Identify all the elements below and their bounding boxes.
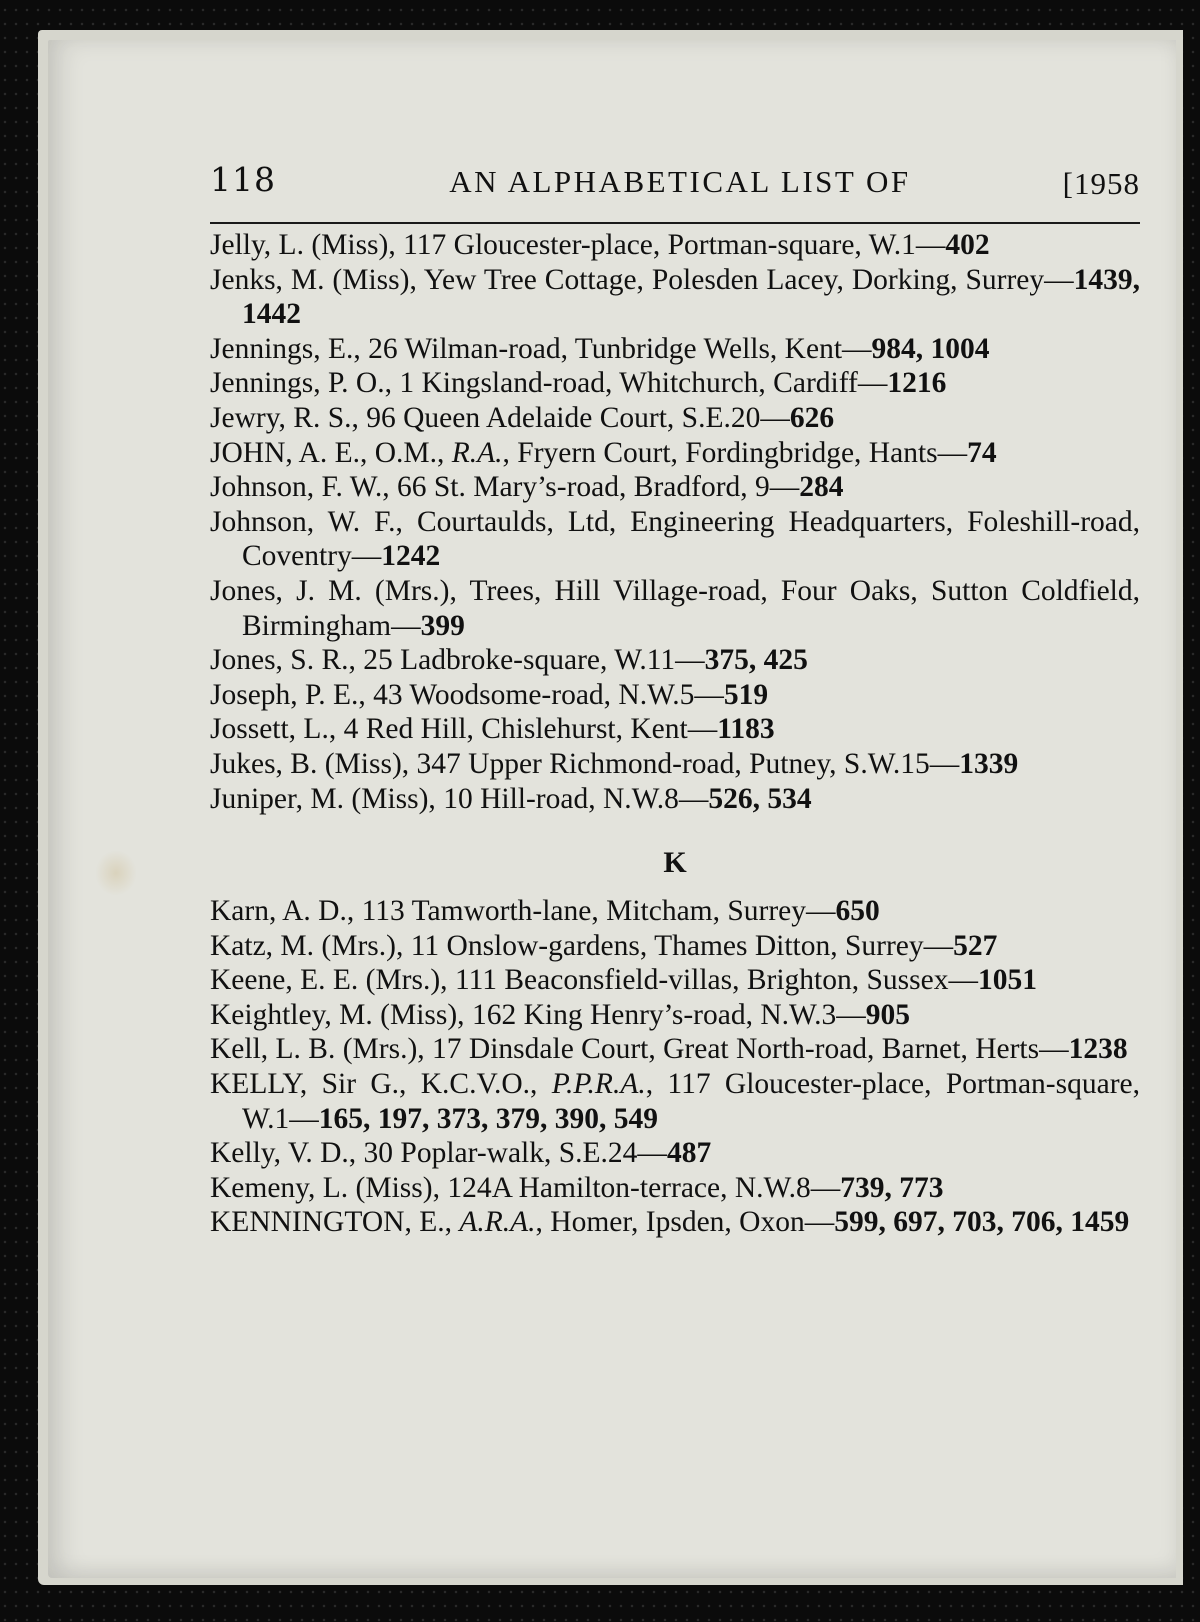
entry-address: 124A Hamilton-terrace, N.W.8— bbox=[439, 1171, 841, 1204]
year-label: [1958 bbox=[1062, 166, 1140, 201]
header-rule bbox=[210, 222, 1140, 224]
page-header bbox=[210, 160, 1140, 210]
entry-name: Jenks, M. (Miss), bbox=[210, 263, 417, 296]
entry-catalogue-numbers: 599, 697, 703, 706, 1459 bbox=[834, 1206, 1130, 1239]
directory-entry bbox=[210, 1136, 1140, 1171]
page-number: 118 bbox=[210, 160, 276, 199]
directory-entry bbox=[210, 678, 1140, 713]
entry-name: Jelly, L. (Miss), bbox=[210, 229, 396, 261]
entry-address: Yew Tree Cottage, Polesden Lacey, Dorking, Surrey— bbox=[416, 263, 1074, 296]
entry-catalogue-numbers: 650 bbox=[835, 895, 880, 928]
directory-entry bbox=[210, 401, 1140, 436]
entry-name: Johnson, W. F., bbox=[210, 505, 403, 538]
entry-catalogue-numbers: 905 bbox=[865, 998, 911, 1031]
entry-name: KENNINGTON, E., bbox=[210, 1206, 460, 1239]
entry-catalogue-numbers: 527 bbox=[953, 929, 998, 962]
entry-catalogue-numbers: 375, 425 bbox=[704, 644, 808, 677]
entry-catalogue-numbers: 1439, 1442 bbox=[242, 263, 1140, 331]
entry-address: Trees, Hill Village-road, Four Oaks, Sutton Coldfield, Birmingham— bbox=[242, 574, 1140, 642]
entry-name: Jennings, P. O., bbox=[210, 367, 392, 400]
directory-entry bbox=[210, 963, 1140, 998]
directory-entry bbox=[210, 1171, 1140, 1206]
directory-entry bbox=[210, 1067, 1140, 1136]
section-heading-k: K bbox=[663, 846, 687, 880]
entry-name: Kemeny, L. (Miss), bbox=[210, 1171, 440, 1204]
entry-catalogue-numbers: 402 bbox=[945, 229, 990, 261]
entry-address: 17 Dinsdale Court, Great North-road, Barnet, Herts— bbox=[424, 1033, 1069, 1066]
entry-name: KELLY, Sir G., K.C.V.O., bbox=[210, 1068, 552, 1101]
directory-entry bbox=[210, 1032, 1140, 1067]
entry-catalogue-numbers: 626 bbox=[789, 401, 835, 434]
entry-catalogue-numbers: 399 bbox=[420, 609, 465, 642]
entry-address: 25 Ladbroke-square, W.11— bbox=[355, 644, 705, 677]
entry-catalogue-numbers: 1242 bbox=[381, 540, 441, 573]
directory-list bbox=[210, 228, 1140, 1240]
entry-name: Karn, A. D., bbox=[210, 895, 355, 928]
directory-entry bbox=[210, 505, 1140, 574]
entry-name: Johnson, F. W., bbox=[210, 471, 390, 504]
entry-name: Jones, S. R., bbox=[210, 644, 356, 677]
entry-address: 347 Upper Richmond-road, Putney, S.W.15— bbox=[409, 747, 960, 780]
entry-name: Jones, J. M. (Mrs.), bbox=[210, 574, 457, 607]
running-title: AN ALPHABETICAL LIST OF bbox=[449, 164, 911, 199]
directory-entry bbox=[210, 929, 1140, 964]
entry-address: 96 Queen Adelaide Court, S.E.20— bbox=[358, 401, 790, 434]
directory-entry bbox=[210, 894, 1140, 929]
entry-name: Kelly, V. D., bbox=[210, 1137, 357, 1170]
entry-catalogue-numbers: 165, 197, 373, 379, 390, 549 bbox=[318, 1102, 659, 1135]
entry-address: 113 Tamworth-lane, Mitcham, Surrey— bbox=[354, 895, 836, 928]
entry-catalogue-numbers: 1339 bbox=[959, 747, 1019, 780]
directory-entry bbox=[210, 263, 1140, 332]
directory-entry bbox=[210, 228, 1140, 263]
entry-catalogue-numbers: 984, 1004 bbox=[871, 332, 990, 365]
paper-stain bbox=[95, 850, 137, 896]
entry-name: Jewry, R. S., bbox=[210, 401, 359, 434]
entry-address: 1 Kingsland-road, Whitchurch, Cardiff— bbox=[391, 367, 888, 400]
entry-catalogue-numbers: 1051 bbox=[977, 964, 1037, 997]
entry-distinction: P.P.R.A. bbox=[551, 1068, 646, 1101]
entry-catalogue-numbers: 284 bbox=[799, 471, 844, 504]
entry-address: 30 Poplar-walk, S.E.24— bbox=[356, 1137, 667, 1170]
entry-name: Jossett, L., bbox=[210, 713, 337, 746]
entry-name: Keightley, M. (Miss), bbox=[210, 998, 465, 1031]
directory-entry bbox=[210, 998, 1140, 1033]
entry-address: 10 Hill-road, N.W.8— bbox=[435, 782, 709, 815]
directory-entry bbox=[210, 782, 1140, 817]
entry-address: 11 Onslow-gardens, Thames Ditton, Surrey— bbox=[403, 929, 954, 962]
entry-address: 111 Beaconsfield-villas, Brighton, Sussex— bbox=[447, 964, 978, 997]
entry-name: Joseph, P. E., bbox=[210, 678, 366, 711]
section-j bbox=[210, 228, 1140, 816]
directory-entry bbox=[210, 643, 1140, 678]
entry-catalogue-numbers: 74 bbox=[967, 436, 997, 469]
directory-entry bbox=[210, 747, 1140, 782]
entry-address: 162 King Henry’s-road, N.W.3— bbox=[464, 998, 866, 1031]
directory-entry bbox=[210, 574, 1140, 643]
entry-catalogue-numbers: 487 bbox=[666, 1137, 712, 1170]
section-k bbox=[210, 894, 1140, 1240]
entry-address: 4 Red Hill, Chislehurst, Kent— bbox=[336, 713, 718, 746]
directory-entry bbox=[210, 332, 1140, 367]
entry-distinction: R.A. bbox=[451, 436, 503, 469]
entry-distinction: A.R.A. bbox=[459, 1206, 536, 1239]
entry-catalogue-numbers: 1238 bbox=[1068, 1033, 1128, 1066]
directory-entry bbox=[210, 470, 1140, 505]
directory-entry bbox=[210, 436, 1140, 471]
entry-name: Keene, E. E. (Mrs.), bbox=[210, 964, 448, 997]
directory-entry bbox=[210, 712, 1140, 747]
entry-name: Jukes, B. (Miss), bbox=[210, 747, 410, 780]
entry-catalogue-numbers: 1183 bbox=[717, 713, 775, 746]
entry-name: JOHN, A. E., O.M., bbox=[210, 436, 452, 469]
entry-catalogue-numbers: 1216 bbox=[887, 367, 947, 400]
entry-address: Courtaulds, Ltd, Engineering Headquarters, Foleshill-road, Coventry— bbox=[242, 505, 1140, 573]
entry-address: , Fryern Court, Fordingbridge, Hants— bbox=[502, 436, 968, 469]
entry-catalogue-numbers: 526, 534 bbox=[708, 782, 812, 815]
entry-address: 43 Woodsome-road, N.W.5— bbox=[365, 678, 724, 711]
entry-address: 66 St. Mary’s-road, Bradford, 9— bbox=[389, 471, 800, 504]
entry-name: Kell, L. B. (Mrs.), bbox=[210, 1033, 425, 1066]
entry-catalogue-numbers: 739, 773 bbox=[840, 1171, 944, 1204]
entry-catalogue-numbers: 519 bbox=[723, 678, 769, 711]
directory-entry bbox=[210, 366, 1140, 401]
entry-address: 26 Wilman-road, Tunbridge Wells, Kent— bbox=[360, 332, 872, 365]
entry-address: 117 Gloucester-place, Portman-square, W.1— bbox=[395, 229, 946, 261]
entry-address: , 117 Gloucester-place, Portman-square, W.1— bbox=[242, 1068, 1140, 1135]
entry-name: Juniper, M. (Miss), bbox=[210, 782, 436, 815]
entry-name: Jennings, E., bbox=[210, 332, 361, 365]
entry-address: , Homer, Ipsden, Oxon— bbox=[535, 1206, 835, 1239]
directory-entry bbox=[210, 1205, 1140, 1240]
entry-name: Katz, M. (Mrs.), bbox=[210, 929, 404, 962]
